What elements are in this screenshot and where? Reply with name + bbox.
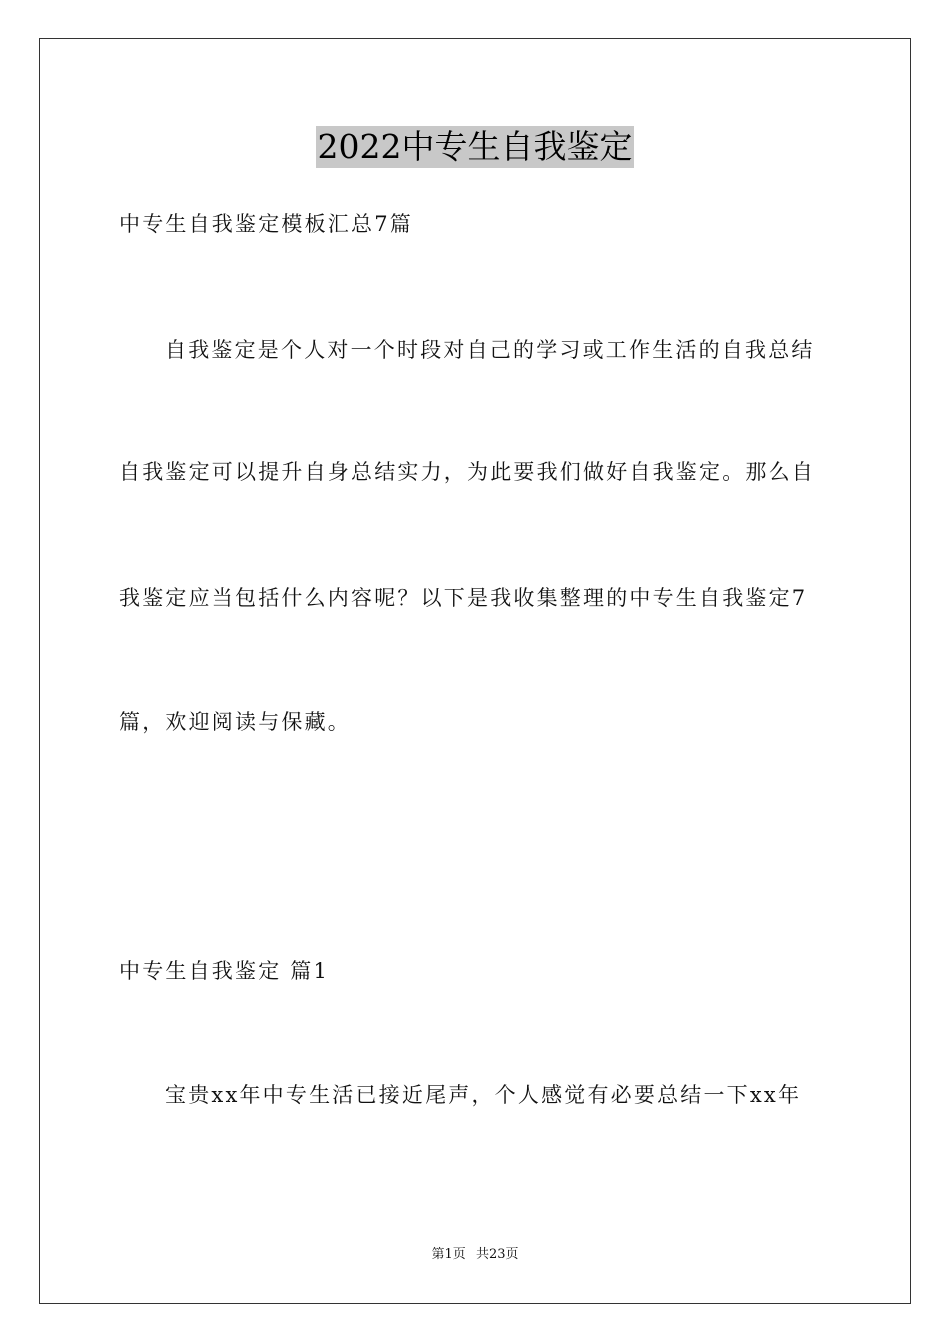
- page-number-current: 第1页: [431, 1247, 466, 1262]
- section-heading: 中专生自我鉴定 篇1: [119, 959, 330, 983]
- intro-line-3: 我鉴定应当包括什么内容呢？以下是我收集整理的中专生自我鉴定7: [119, 586, 808, 610]
- intro-line-1: 自我鉴定是个人对一个时段对自己的学习或工作生活的自我总结: [165, 338, 815, 362]
- intro-line-4: 篇，欢迎阅读与保藏。: [119, 710, 351, 734]
- document-title: 2022中专生自我鉴定: [317, 127, 633, 166]
- page-number-total: 共23页: [475, 1247, 519, 1262]
- section-line-1: 宝贵xx年中专生活已接近尾声，个人感觉有必要总结一下xx年: [165, 1083, 802, 1107]
- document-subtitle: 中专生自我鉴定模板汇总7篇: [119, 212, 413, 236]
- page-footer: [0, 1246, 950, 1264]
- title-container: [0, 126, 950, 168]
- intro-line-2: 自我鉴定可以提升自身总结实力，为此要我们做好自我鉴定。那么自: [119, 460, 815, 484]
